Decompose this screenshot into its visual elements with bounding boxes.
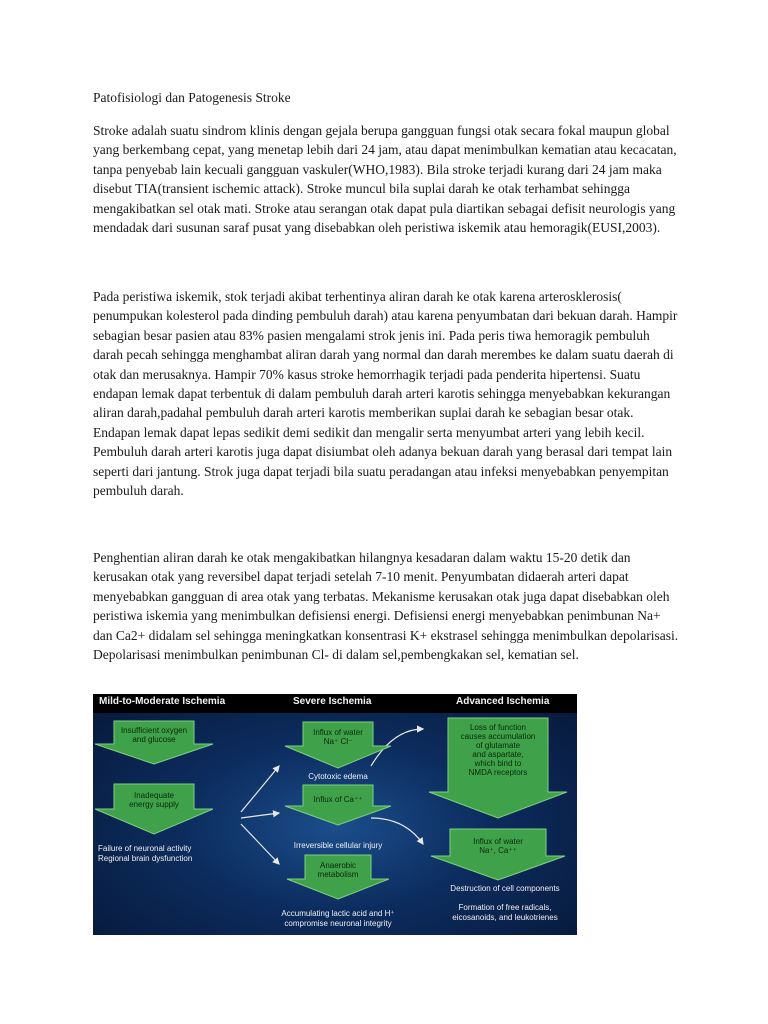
- box-label-insufficient: Insufficient oxygen and glucose: [120, 726, 188, 744]
- caption-radicals: Formation of free radicals, eicosanoids, and leukotrienes: [452, 903, 558, 922]
- caption-failure: Failure of neuronal activity Regional brain dysfunction: [98, 844, 193, 863]
- ischemia-cascade-figure: [93, 694, 577, 935]
- box-label-inadequate: Inadequate energy supply: [129, 791, 179, 809]
- box-label-influx-water-advanced: Influx of water Na⁺, Ca⁺⁺: [473, 837, 523, 855]
- arrow-to-water-influx: [241, 766, 279, 812]
- document-title: Patofisiologi dan Patogenesis Stroke: [93, 90, 291, 105]
- column-title-advanced: Advanced Ischemia: [456, 696, 550, 707]
- box-label-loss-of-function: Loss of function causes accumulation of glutamate and aspartate, which bind to NMDA receptors: [460, 723, 536, 777]
- box-label-anaerobic: Anaerobic metabolism: [317, 861, 359, 879]
- caption-destruction: Destruction of cell components: [450, 884, 560, 893]
- box-label-influx-water: Influx of water Na⁺ Cl⁻: [313, 728, 363, 746]
- column-title-severe: Severe Ischemia: [293, 696, 372, 707]
- paragraph-definition: Stroke adalah suatu sindrom klinis dengan gejala berupa gangguan fungsi otak secara fokal maupun global yang berkembang cepat, yang menetap lebih dari 24 jam, atau dapat menimbulkan kematian atau kecacatan, tanpa penyebab lain kecuali gangguan vaskuler(WHO,1983). Bila stroke terjadi kurang dari 24 jam maka disebut TIA(transient ischemic attack). Stroke muncul bila suplai darah ke otak terhambat sehingga mengakibatkan sel otak mati. Stroke atau serangan otak dapat pula diartikan sebagai defisit neurologis yang mendadak dari susunan saraf pusat yang disebabkan oleh peristiwa iskemik atau hemoragik(EUSI,2003).: [93, 123, 677, 236]
- arrow-to-ca-influx: [241, 813, 279, 818]
- paragraph-ischemic-hemorrhagic: Pada peristiwa iskemik, stok terjadi akibat terhentinya aliran darah ke otak karena arterosklerosis( penumpukan kolesterol pada dinding pembuluh darah) atau karena penyumbatan dari bekuan darah. Hampir sebagian besar pasien atau 83% pasien mengalami strok jenis ini. Pada peris tiwa hemoragik pembuluh darah pecah sehingga menghambat aliran darah yang normal dan darah merembes ke dalam suatu daerah di otak dan merusaknya. Hampir 70% kasus stroke hemorrhagik terjadi pada penderita hipertensi. Suatu endapan lemak dapat terbentuk di dalam pembuluh darah arteri karotis sehingga menyebabkan kekurangan aliran darah,padahal pembuluh darah arteri karotis memberikan suplai darah ke sebagian besar otak. Endapan lemak dapat lepas sedikit demi sedikit dan mengalir serta menyumbat arteri yang lebih kecil. Pembuluh darah arteri karotis juga dapat disiumbat oleh adanya bekuan darah yang berasal dari tempat lain seperti dari jantung. Strok juga dapat terjadi bila suatu peradangan atau infeksi menyebabkan penyempitan pembuluh darah.: [93, 289, 678, 499]
- box-label-influx-ca: Influx of Ca⁺⁺: [313, 795, 363, 804]
- caption-cytotoxic: Cytotoxic edema: [308, 772, 368, 781]
- box-influx-ca: [285, 785, 391, 825]
- paragraph-mechanism: Penghentian aliran darah ke otak mengakibatkan hilangnya kesadaran dalam waktu 15-20 detik dan kerusakan otak yang reversibel dapat terjadi setelah 7-10 menit. Penyumbatan didaerah arteri dapat menyebabkan gangguan di area otak yang terbatas. Mekanisme kerusakan otak juga dapat disebabkan oleh peristiwa iskemia yang menimbulkan defisiensi energi. Defisiensi energi menyebabkan penimbunan Na+ dan Ca2+ didalam sel sehingga meningkatkan konsentrasi K+ ekstrasel sehingga menimbulkan depolarisasi. Depolarisasi menimbulkan penimbunan Cl- di dalam sel,pembengkakan sel, kematian sel.: [93, 550, 679, 663]
- column-title-mild: Mild-to-Moderate Ischemia: [99, 696, 226, 707]
- caption-lactic: Accumulating lactic acid and H⁺ compromise neuronal integrity: [281, 909, 395, 928]
- caption-irreversible: Irreversible cellular injury: [293, 841, 383, 850]
